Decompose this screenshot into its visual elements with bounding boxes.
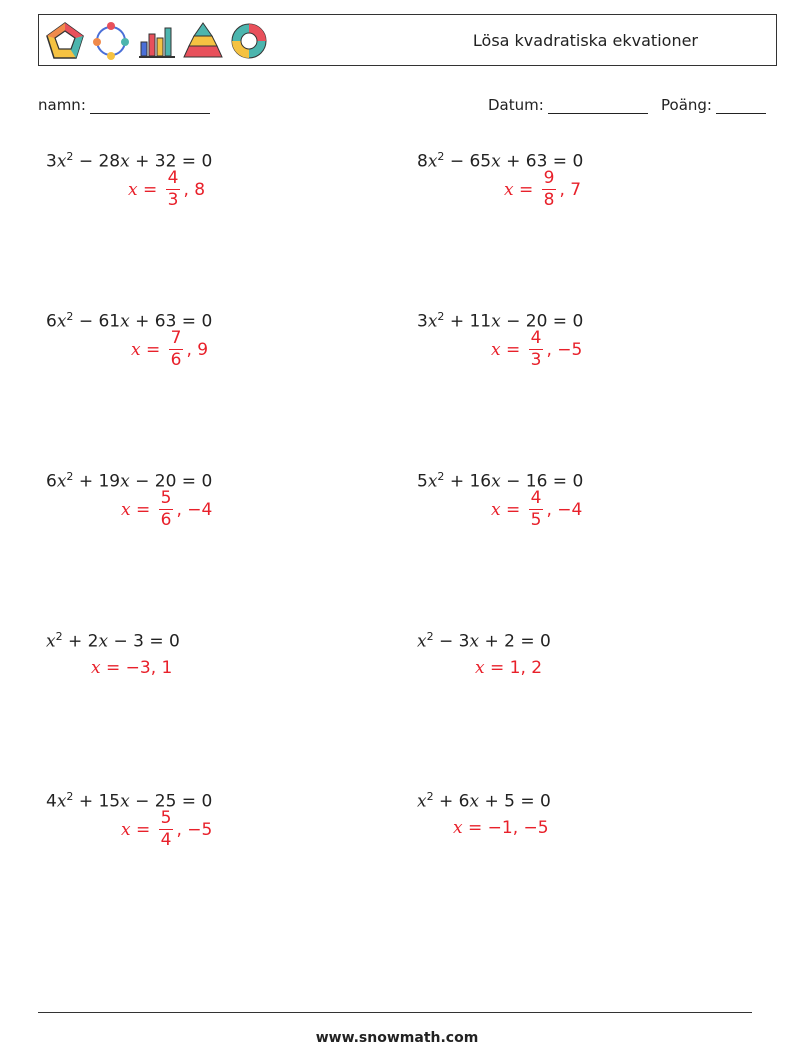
fraction bbox=[169, 330, 184, 369]
exponent: 2 bbox=[66, 470, 74, 483]
exponent: 2 bbox=[437, 470, 445, 483]
coef-b: + 2 bbox=[68, 631, 99, 652]
var-x: x bbox=[56, 471, 67, 492]
answer: x = $\frac{5}{4}$ , −5 bbox=[121, 808, 213, 850]
fraction bbox=[159, 490, 174, 529]
coef-a: 4 bbox=[46, 791, 57, 812]
var-x: x bbox=[504, 179, 514, 200]
constant: − 3 = 0 bbox=[113, 631, 180, 652]
fraction bbox=[542, 170, 557, 209]
answer: x = $\frac{9}{8}$ , 7 bbox=[504, 168, 582, 210]
answer: x = $\frac{4}{3}$ , −5 bbox=[491, 328, 583, 370]
people-cycle-icon bbox=[90, 20, 132, 62]
answer: x = $\frac{4}{5}$ , −4 bbox=[491, 488, 583, 530]
exponent: 2 bbox=[437, 150, 445, 163]
equation bbox=[46, 150, 212, 172]
root-rest: , −5 bbox=[546, 339, 583, 360]
constant: − 20 = 0 bbox=[506, 311, 584, 332]
bar-chart-icon bbox=[136, 20, 178, 62]
var-x: x bbox=[46, 631, 56, 652]
var-x: x bbox=[98, 631, 109, 652]
header-box bbox=[38, 14, 777, 66]
equation bbox=[46, 470, 212, 492]
name-field bbox=[38, 96, 210, 114]
var-x: x bbox=[56, 311, 67, 332]
var-x: x bbox=[417, 791, 427, 812]
var-x: x bbox=[128, 179, 138, 200]
coef-b: − 3 bbox=[439, 631, 470, 652]
root-rest: , −5 bbox=[176, 819, 213, 840]
constant: − 20 = 0 bbox=[135, 471, 213, 492]
fraction bbox=[529, 490, 544, 529]
denominator: 4 bbox=[160, 830, 172, 850]
coef-a: 8 bbox=[417, 151, 428, 172]
answer: x = −3, 1 bbox=[91, 658, 173, 678]
answer: x = $\frac{7}{6}$ , 9 bbox=[131, 328, 209, 370]
var-x: x bbox=[427, 151, 438, 172]
var-x: x bbox=[417, 631, 427, 652]
var-x: x bbox=[475, 658, 485, 678]
answer: x = $\frac{5}{6}$ , −4 bbox=[121, 488, 213, 530]
numerator: 7 bbox=[170, 328, 182, 348]
var-x: x bbox=[120, 471, 130, 492]
footer-url: www.snowmath.com bbox=[315, 1030, 479, 1046]
var-x: x bbox=[491, 471, 501, 492]
answer: x = −1, −5 bbox=[453, 818, 549, 838]
coef-a: 6 bbox=[46, 311, 57, 332]
constant: + 5 = 0 bbox=[484, 791, 551, 812]
coef-a: 3 bbox=[46, 151, 57, 172]
var-x: x bbox=[91, 658, 101, 678]
var-x: x bbox=[427, 471, 438, 492]
var-x: x bbox=[121, 819, 131, 840]
var-x: x bbox=[120, 311, 130, 332]
coef-b: − 65 bbox=[449, 151, 492, 172]
denominator: 6 bbox=[160, 510, 172, 530]
var-x: x bbox=[491, 151, 501, 172]
var-x: x bbox=[131, 339, 141, 360]
denominator: 8 bbox=[543, 190, 555, 210]
fraction bbox=[159, 810, 174, 849]
roots: −3, 1 bbox=[125, 658, 173, 678]
numerator: 4 bbox=[167, 168, 179, 188]
roots: 1, 2 bbox=[509, 658, 543, 678]
coef-a: 3 bbox=[417, 311, 428, 332]
numerator: 4 bbox=[530, 328, 542, 348]
equation bbox=[46, 630, 180, 652]
name-label: namn: bbox=[38, 96, 86, 114]
constant: + 63 = 0 bbox=[135, 311, 213, 332]
var-x: x bbox=[56, 151, 67, 172]
coef-b: + 16 bbox=[449, 471, 492, 492]
roots: −1, −5 bbox=[487, 818, 549, 838]
var-x: x bbox=[469, 791, 480, 812]
equation bbox=[417, 790, 551, 812]
denominator: 3 bbox=[167, 190, 179, 210]
var-x: x bbox=[427, 311, 438, 332]
denominator: 3 bbox=[530, 350, 542, 370]
numerator: 9 bbox=[543, 168, 555, 188]
name-line[interactable] bbox=[90, 99, 210, 114]
denominator: 5 bbox=[530, 510, 542, 530]
numerator: 5 bbox=[160, 808, 172, 828]
constant: + 32 = 0 bbox=[135, 151, 213, 172]
numerator: 5 bbox=[160, 488, 172, 508]
exponent: 2 bbox=[426, 630, 434, 643]
pyramid-icon bbox=[182, 20, 224, 62]
page-title: Lösa kvadratiska ekvationer bbox=[472, 31, 698, 50]
equation bbox=[417, 150, 583, 172]
fraction bbox=[529, 330, 544, 369]
coef-a: 6 bbox=[46, 471, 57, 492]
date-field bbox=[488, 96, 648, 114]
constant: + 2 = 0 bbox=[484, 631, 551, 652]
coef-a: 5 bbox=[417, 471, 428, 492]
pentagon-icon bbox=[44, 20, 86, 62]
numerator: 4 bbox=[530, 488, 542, 508]
denominator: 6 bbox=[170, 350, 182, 370]
var-x: x bbox=[121, 499, 131, 520]
coef-b: + 11 bbox=[449, 311, 492, 332]
answer: x = $\frac{4}{3}$ , 8 bbox=[128, 168, 206, 210]
root-rest: , 7 bbox=[559, 179, 582, 200]
exponent: 2 bbox=[66, 790, 74, 803]
exponent: 2 bbox=[437, 310, 445, 323]
exponent: 2 bbox=[66, 310, 74, 323]
var-x: x bbox=[120, 791, 130, 812]
equation bbox=[417, 630, 551, 652]
var-x: x bbox=[491, 499, 501, 520]
coef-b: + 15 bbox=[78, 791, 121, 812]
coef-b: + 6 bbox=[439, 791, 470, 812]
answer: x = 1, 2 bbox=[475, 658, 543, 678]
score-line[interactable] bbox=[716, 99, 766, 114]
root-rest: , 9 bbox=[186, 339, 209, 360]
exponent: 2 bbox=[66, 150, 74, 163]
var-x: x bbox=[491, 311, 501, 332]
var-x: x bbox=[453, 818, 463, 838]
constant: + 63 = 0 bbox=[506, 151, 584, 172]
date-label: Datum: bbox=[488, 96, 544, 114]
score-field bbox=[661, 96, 766, 114]
var-x: x bbox=[120, 151, 130, 172]
score-label: Poäng: bbox=[661, 96, 712, 114]
constant: − 16 = 0 bbox=[506, 471, 584, 492]
root-rest: , 8 bbox=[183, 179, 206, 200]
coef-b: − 61 bbox=[78, 311, 121, 332]
exponent: 2 bbox=[426, 790, 434, 803]
coef-b: + 19 bbox=[78, 471, 121, 492]
exponent: 2 bbox=[55, 630, 63, 643]
equation bbox=[46, 310, 212, 332]
date-line[interactable] bbox=[548, 99, 648, 114]
var-x: x bbox=[491, 339, 501, 360]
logo-strip bbox=[44, 20, 270, 62]
donut-chart-icon bbox=[228, 20, 270, 62]
root-rest: , −4 bbox=[176, 499, 213, 520]
constant: − 25 = 0 bbox=[135, 791, 213, 812]
equation bbox=[417, 310, 583, 332]
var-x: x bbox=[56, 791, 67, 812]
fraction bbox=[166, 170, 181, 209]
root-rest: , −4 bbox=[546, 499, 583, 520]
var-x: x bbox=[469, 631, 480, 652]
equation bbox=[46, 790, 212, 812]
coef-b: − 28 bbox=[78, 151, 121, 172]
equation bbox=[417, 470, 583, 492]
footer-divider bbox=[38, 1012, 752, 1013]
